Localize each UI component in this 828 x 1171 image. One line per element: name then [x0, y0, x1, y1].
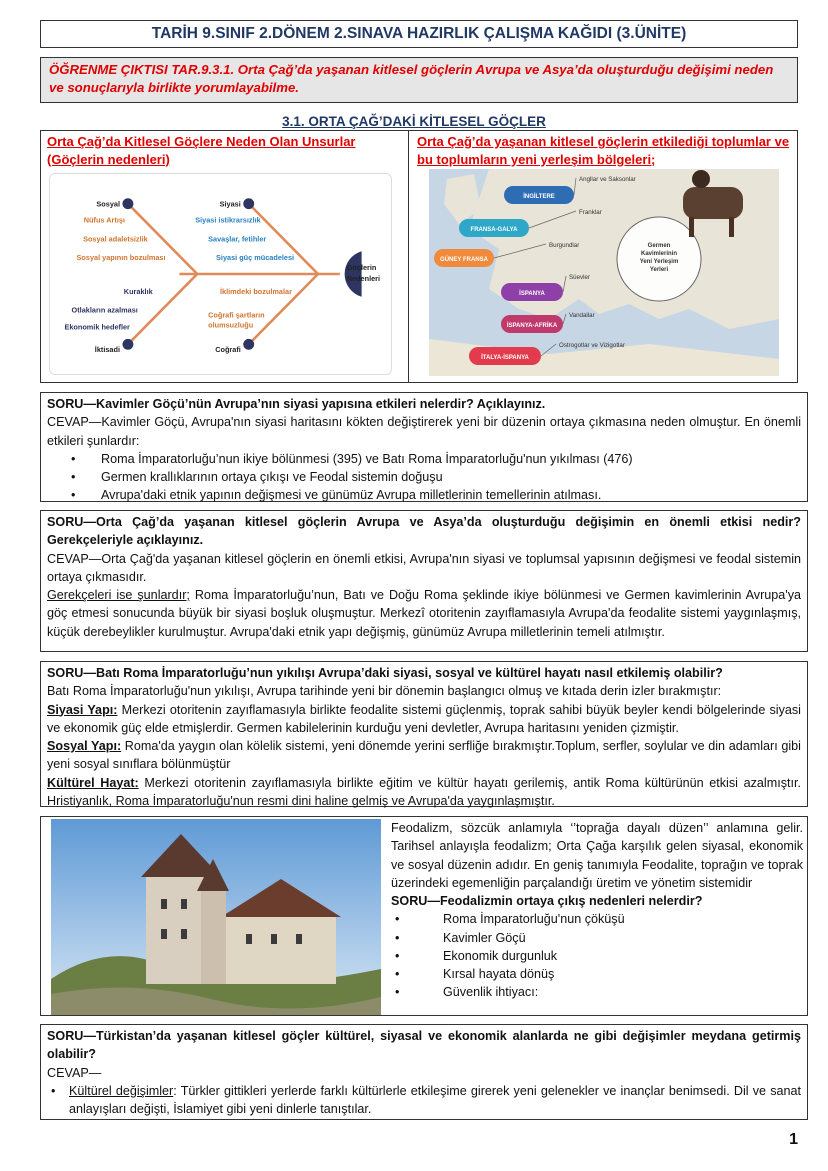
people-label: Burgundlar: [549, 242, 580, 249]
list-item: • Roma İmparatorluğu’nun ikiye bölünmesi (395) ve Batı Roma İmparatorluğu'nun yıkılması (476): [71, 450, 801, 468]
region-label: FRANSA-GALYA: [470, 227, 518, 233]
hall: [226, 914, 336, 984]
cause-label: Sosyal adaletsizlik: [83, 234, 148, 244]
q4-question: SORU—Feodalizmin ortaya çıkış nedenleri nelerdir?: [391, 894, 703, 908]
q2-reasons-text: Roma İmparatorluğu’nun, Batı ve Doğu Roma şeklinde ikiye bölünmesi ve Germen kavimlerinin Avrupa'ya göç etmesi sonucunda büyük bir siyasi boşluk oluşmuştur. Merkezî otoritenin zayıflamasıyla Avrupa'da feodalite sistemi yaygınlaşmış, küçük derebeylikler kurulmuştur. Avrupa'daki etnik yapı değişmiş, günümüz Avrupa milletlerinin temeli atılmıştır.: [47, 588, 802, 639]
question-2: [40, 510, 808, 652]
cat-siyasi: Siyasi: [219, 199, 241, 209]
q3-intro: Batı Roma İmparatorluğu'nun yıkılışı, Avrupa tarihinde yeni bir dönemin başlangıcı olmuş ve kıtada derin izler bırakmıştır:: [47, 684, 722, 699]
migration-map: [429, 169, 779, 376]
q3-siyasi-label: Siyasi Yapı:: [47, 702, 118, 717]
list-item: • Roma İmparatorluğu'nun çöküşü: [391, 910, 803, 928]
q2-question: SORU—Orta Çağ’da yaşanan kitlesel göçlerin Avrupa ve Asya’da oluşturduğu değişimin en önemli etkisi nedir? Gerekçeleriyle açıklayınız.: [47, 515, 801, 548]
q4-list: [391, 910, 803, 1001]
feudalism-section: [40, 816, 808, 1016]
q3-sosyal-label: Sosyal Yapı:: [47, 739, 122, 753]
node-sosyal: [122, 198, 133, 209]
list-item: • Güvenlik ihtiyacı:: [391, 983, 803, 1001]
region-label: İSPANYA-AFRİKA: [506, 323, 558, 329]
q2-reasons: [47, 586, 801, 641]
q1-answer: CEVAP—Kavimler Göçü, Avrupa'nın siyasi haritasını kökten değiştirerek yeni bir düzenin ortaya çıkmasına neden olmuştur. En önemli etkileri şunlardır:: [47, 415, 801, 448]
q2-answer: CEVAP—Orta Çağ'da yaşanan kitlesel göçlerin en önemli etkisi, Avrupa'nın siyasi ve toplumsal yapısının değişmesi ve feodal sistemin ortaya çıkmasıdır.: [47, 551, 801, 584]
center-line: Yeni Yerleşim: [639, 259, 679, 265]
column-divider: [408, 131, 409, 382]
list-item: • Ekonomik durgunluk: [391, 947, 803, 965]
people-label: Angllar ve Saksonlar: [579, 176, 636, 183]
causes-title: Orta Çağ’da Kitlesel Göçlere Neden Olan Unsurlar (Göçlerin nedenleri): [47, 134, 356, 167]
castle-image: [51, 819, 381, 1015]
question-5: [40, 1024, 808, 1120]
cause-label: Savaşlar, fetihler: [208, 234, 267, 244]
bullet: •: [51, 1083, 56, 1098]
head-line-2: Nedenleri: [346, 273, 381, 283]
cause-label: olumsuzluğu: [208, 320, 254, 330]
q3-siyasi: [47, 701, 801, 738]
cause-label: Ekonomik hedefler: [64, 322, 130, 332]
people-label: Süevler: [569, 274, 590, 281]
q3-kultur-label: Kültürel Hayat:: [47, 775, 139, 790]
q3-question: SORU—Batı Roma İmparatorluğu’nun yıkılışı Avrupa’daki siyasi, sosyal ve kültürel hayatı nasıl etkilemiş olabilir?: [47, 666, 723, 680]
map-title: Orta Çağ’da yaşanan kitlesel göçlerin etkilediği toplumlar ve bu toplumların yeni yerleşim bölgeleri;: [417, 134, 790, 167]
causes-and-map-panel: [40, 130, 798, 383]
feudalism-definition: Feodalizm, sözcük anlamıyla ‘’toprağa dayalı düzen’’ anlamına gelir. Tarihsel anlayışla feodalizm; Orta Çağa karşılık gelen siyasal, ekonomik ve sosyal düzenin adıdır. En geniş tanımıyla Feodalite, toprağın ve toprak üzerindeki egemenliğin parçalandığı üretim ve yönetim sistemidir: [391, 821, 803, 890]
cat-iktisadi: İktisadi: [94, 345, 121, 355]
learning-outcome: ÖĞRENME ÇIKTISI TAR.9.3.1. Orta Çağ’da yaşanan kitlesel göçlerin Avrupa ve Asya’da oluşturduğu değişimi neden ve sonuçlarıyla birlikte yorumlayabilme.: [40, 57, 798, 103]
cause-label: Otlakların azalması: [71, 305, 138, 315]
q1-question: SORU—Kavimler Göçü’nün Avrupa’nın siyasi yapısına etkileri nelerdir? Açıklayınız.: [47, 397, 546, 411]
region-label: GÜNEY FRANSA: [440, 257, 488, 263]
cat-sosyal: Sosyal: [96, 199, 121, 209]
cause-label: Nüfus Artışı: [83, 215, 125, 225]
question-3: [40, 661, 808, 807]
list-item: • Kavimler Göçü: [391, 929, 803, 947]
fishbone-diagram: [49, 173, 392, 375]
page-header: TARİH 9.SINIF 2.DÖNEM 2.SINAVA HAZIRLIK ÇALIŞMA KAĞIDI (3.ÜNİTE): [40, 20, 798, 48]
center-line: Yerleri: [649, 267, 669, 273]
region-label: İSPANYA: [519, 291, 545, 297]
cause-label: Coğrafi şartların: [208, 310, 265, 320]
head-line-1: Göçlerin: [346, 263, 377, 273]
people-label: Ostrogotlar ve Vizigotlar: [559, 342, 625, 349]
node-iktisadi: [122, 339, 133, 350]
q3-kultur: [47, 774, 801, 811]
q3-kultur-text: Merkezi otoritenin zayıflamasıyla birlikte eğitim ve kültür hayatı gerilemiş, antik Roma kültürünün etkisi azalmıştır. Hristiyanlık, Roma İmparatorluğu'nun resmi dini haline gelmiş ve Avrupa'da yaygınlaşmıştır.: [47, 775, 801, 808]
q3-sosyal: [47, 737, 801, 774]
section-title: 3.1. ORTA ÇAĞ’DAKİ KİTLESEL GÖÇLER: [282, 114, 546, 129]
page-number: 1: [789, 1131, 798, 1148]
feudalism-text-block: [391, 817, 803, 1002]
q5-question: SORU—Türkistan’da yaşanan kitlesel göçler kültürel, siyasal ve ekonomik alanlarda ne gibi değişimler meydana getirmiş olabilir?: [47, 1029, 801, 1062]
node-cografi: [243, 339, 254, 350]
cause-label: Siyasi güç mücadelesi: [216, 253, 295, 263]
node-siyasi: [243, 198, 254, 209]
q5-item-text: : Türkler gittikleri yerlerde farklı kültürlerle etkileşime girerek yeni gelenekler ve inançlar benimsedi. Dil ve sanat anlayışları değişti, İslamiyet gibi yeni dinlerle tanıştılar.: [69, 1083, 801, 1116]
cat-cografi: Coğrafi: [215, 345, 241, 355]
center-line: Kavimlerinin: [640, 251, 678, 257]
region-label: İTALYA-İSPANYA: [481, 355, 529, 361]
list-item: • Germen krallıklarının ortaya çıkışı ve Feodal sistemin doğuşu: [71, 468, 801, 486]
people-label: Vandallar: [569, 312, 595, 319]
center-line: Germen: [647, 243, 671, 249]
question-1: [40, 392, 808, 502]
list-item: • Avrupa'daki etnik yapının değişmesi ve günümüz Avrupa milletlerinin temellerinin atılması.: [71, 486, 801, 504]
cause-label: Kuraklık: [123, 286, 153, 296]
q5-answer: CEVAP—: [47, 1065, 102, 1080]
q5-item: [47, 1082, 801, 1119]
cause-label: Siyasi istikrarsızlık: [195, 215, 261, 225]
side-tower: [201, 889, 226, 984]
q2-reasons-label: Gerekçeleri ise şunlardır;: [47, 588, 190, 602]
people-label: Franklar: [579, 209, 602, 216]
q1-list: [47, 450, 801, 505]
cause-label: Sosyal yapının bozulması: [76, 253, 166, 263]
region-label: İNGİLTERE: [523, 194, 555, 200]
q3-sosyal-text: Roma'da yaygın olan kölelik sistemi, yeni dönemde yerini serfliğe bırakmıştır.Toplum, serfler, soylular ve din adamları gibi yeni sosyal sınıflara bölünmüştür: [47, 739, 801, 772]
q3-siyasi-text: Merkezi otoritenin zayıflamasıyla birlikte feodalite sistemi güçlenmiş, toprak sahibi büyük beyler kendi bölgelerinde siyasi ve ekonomik güç elde etmişlerdir. Germen kabilelerinin kurduğu yeni devletler, Avrupa haritasını yeniden çizmiştir.: [47, 702, 801, 735]
list-item: • Kırsal hayata dönüş: [391, 965, 803, 983]
q5-item-label: Kültürel değişimler: [69, 1083, 174, 1098]
cause-label: İklimdeki bozulmalar: [220, 286, 292, 296]
